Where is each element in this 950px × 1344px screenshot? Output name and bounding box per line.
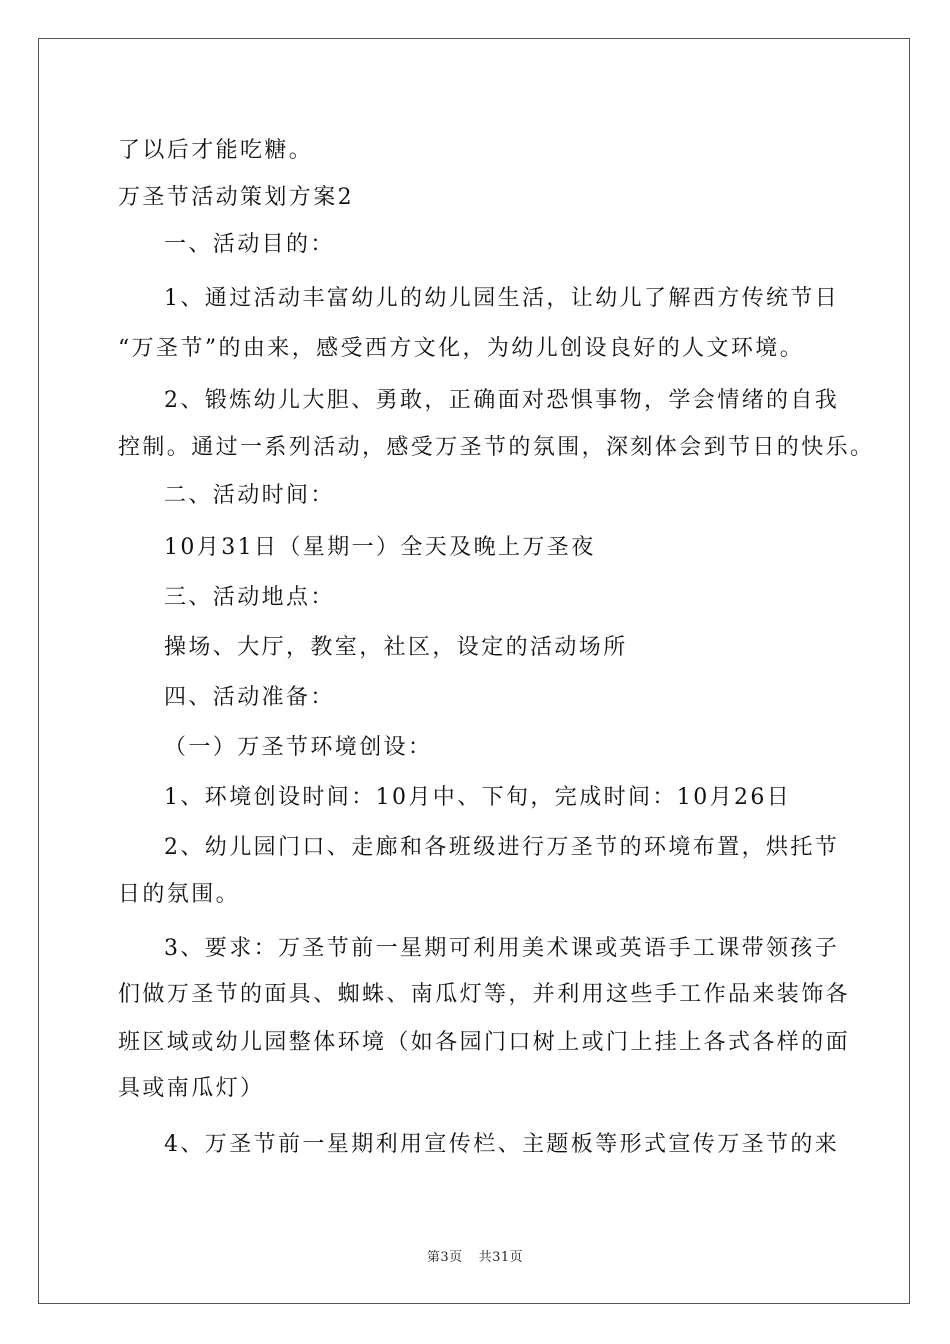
text-line: 班区域或幼儿园整体环境（如各园门口树上或门上挂上各式各样的面 bbox=[118, 1030, 851, 1055]
text-line: 们做万圣节的面具、蜘蛛、南瓜灯等，并利用这些手工作品来装饰各 bbox=[118, 982, 851, 1007]
text-line: 4、万圣节前一星期利用宣传栏、主题板等形式宣传万圣节的来 bbox=[164, 1132, 840, 1157]
page-number: 第3页 bbox=[426, 1250, 463, 1265]
text-line: 2、锻炼幼儿大胆、勇敢，正确面对恐惧事物，学会情绪的自我 bbox=[164, 388, 840, 413]
text-line: 10月31日（星期一）全天及晚上万圣夜 bbox=[164, 535, 596, 560]
section-heading: 万圣节活动策划方案2 bbox=[118, 185, 354, 210]
text-line: 四、活动准备： bbox=[164, 685, 335, 710]
text-line: 控制。通过一系列活动，感受万圣节的氛围，深刻体会到节日的快乐。 bbox=[118, 435, 875, 460]
text-line: 2、幼儿园门口、走廊和各班级进行万圣节的环境布置，烘托节 bbox=[164, 835, 840, 860]
page-footer bbox=[0, 1246, 950, 1265]
text-line: 操场、大厅，教室，社区，设定的活动场所 bbox=[164, 635, 628, 660]
text-line: 三、活动地点： bbox=[164, 585, 335, 610]
text-line: 一、活动目的： bbox=[164, 232, 335, 257]
text-line: 1、通过活动丰富幼儿的幼儿园生活，让幼儿了解西方传统节日 bbox=[164, 286, 840, 311]
text-line: “万圣节”的由来，感受西方文化，为幼儿创设良好的人文环境。 bbox=[118, 336, 805, 361]
page-total: 共31页 bbox=[478, 1250, 524, 1265]
text-line: 具或南瓜灯） bbox=[118, 1076, 265, 1101]
text-line: （一）万圣节环境创设： bbox=[164, 735, 433, 760]
page-border bbox=[38, 38, 910, 1304]
text-line: 了以后才能吃糖。 bbox=[118, 138, 314, 163]
text-line: 3、要求：万圣节前一星期可利用美术课或英语手工课带领孩子 bbox=[164, 936, 840, 961]
text-line: 二、活动时间： bbox=[164, 483, 335, 508]
text-line: 1、环境创设时间：10月中、下旬，完成时间：10月26日 bbox=[164, 785, 792, 810]
text-line: 日的氛围。 bbox=[118, 882, 241, 907]
